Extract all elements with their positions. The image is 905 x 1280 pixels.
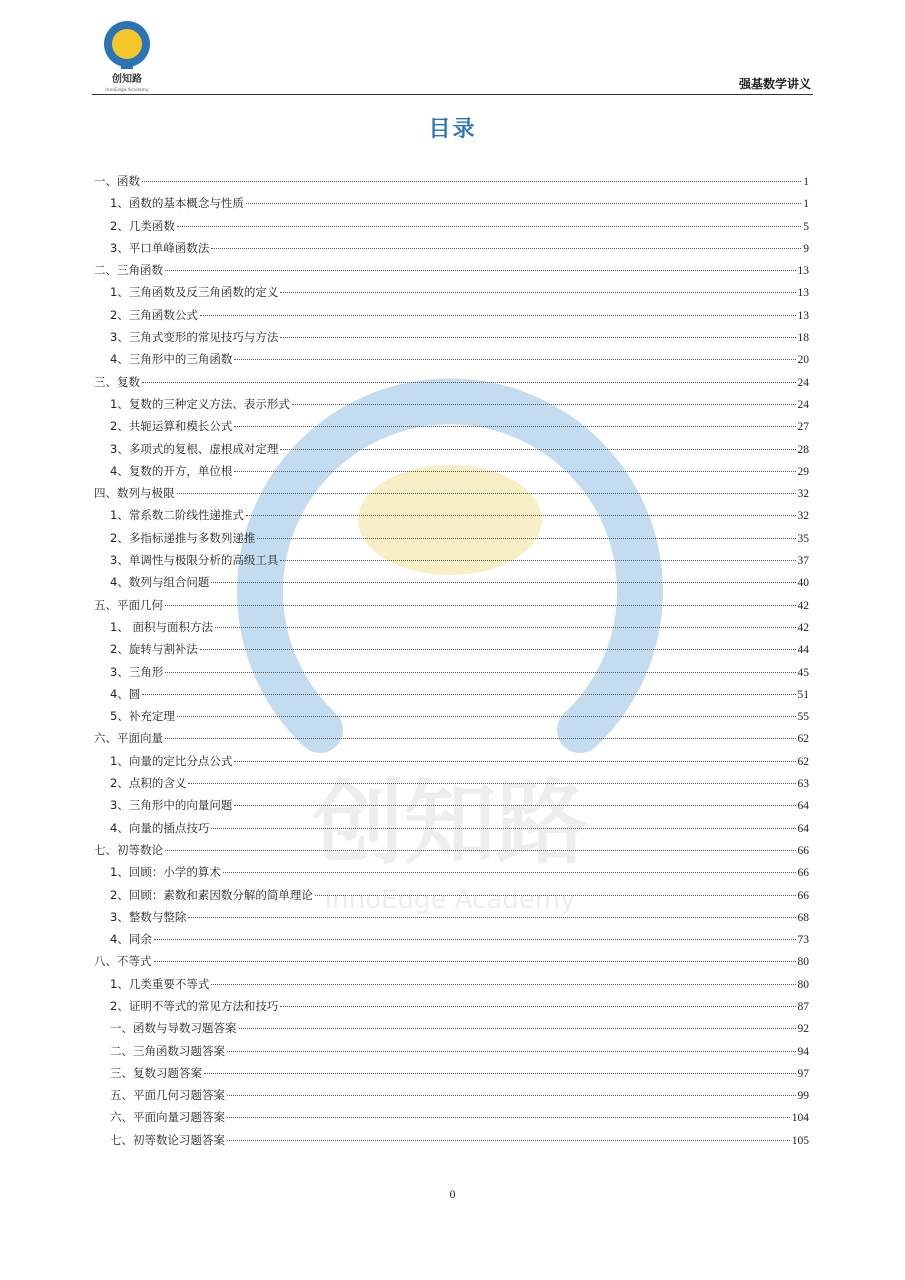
toc-entry-page: 64 xyxy=(797,800,809,813)
toc-entry[interactable] xyxy=(94,594,809,616)
toc-entry-page: 97 xyxy=(797,1067,809,1080)
toc-entry-page: 105 xyxy=(791,1134,809,1147)
toc-title: 目录 xyxy=(428,117,477,142)
toc-entry-label: 1、三角函数及反三角函数的定义 xyxy=(110,285,279,300)
toc-entry-label: 二、三角函数 xyxy=(94,263,163,278)
toc-list xyxy=(94,170,809,1151)
dot-leader xyxy=(227,1117,790,1118)
dot-leader xyxy=(211,828,795,829)
toc-entry-label: 六、平面向量 xyxy=(94,731,163,746)
toc-entry-page: 32 xyxy=(797,488,809,501)
toc-entry-page: 66 xyxy=(797,867,809,880)
toc-entry-page: 42 xyxy=(797,621,809,634)
toc-entry-label: 1、向量的定比分点公式 xyxy=(110,753,233,768)
dot-leader xyxy=(142,181,801,182)
toc-entry-page: 80 xyxy=(797,956,809,969)
toc-entry[interactable] xyxy=(94,1084,809,1106)
dot-leader xyxy=(211,582,795,583)
toc-entry-label: 八、不等式 xyxy=(94,954,152,969)
dot-leader xyxy=(280,1006,795,1007)
toc-entry[interactable] xyxy=(94,460,809,482)
toc-entry-label: 2、三角函数公式 xyxy=(110,307,198,322)
toc-entry[interactable] xyxy=(94,817,809,839)
toc-entry-page: 68 xyxy=(797,911,809,924)
toc-entry-page: 35 xyxy=(797,532,809,545)
logo-bulb-core xyxy=(112,29,142,59)
toc-entry-label: 2、旋转与割补法 xyxy=(110,642,198,657)
toc-entry-label: 七、初等数论习题答案 xyxy=(110,1132,225,1147)
dot-leader xyxy=(280,292,795,293)
toc-entry-label: 3、单调性与极限分析的高级工具 xyxy=(110,553,279,568)
toc-entry[interactable] xyxy=(94,705,809,727)
dot-leader xyxy=(227,1051,796,1052)
toc-entry-label: 3、三角式变形的常见技巧与方法 xyxy=(110,330,279,345)
toc-entry-page: 20 xyxy=(797,354,809,367)
toc-entry-label: 七、初等数论 xyxy=(94,842,163,857)
toc-entry-page: 94 xyxy=(797,1045,809,1058)
toc-entry-page: 40 xyxy=(797,577,809,590)
toc-entry-label: 3、三角形中的向量问题 xyxy=(110,798,233,813)
toc-entry-page: 13 xyxy=(797,265,809,278)
toc-entry[interactable] xyxy=(94,661,809,683)
toc-entry-label: 2、共轭运算和模长公式 xyxy=(110,419,233,434)
toc-entry-page: 44 xyxy=(797,644,809,657)
toc-entry[interactable] xyxy=(94,415,809,437)
dot-leader xyxy=(165,270,796,271)
toc-entry-label: 3、平口单峰函数法 xyxy=(110,240,210,255)
dot-leader xyxy=(204,1073,796,1074)
dot-leader xyxy=(142,694,795,695)
dot-leader xyxy=(280,337,795,338)
toc-entry[interactable] xyxy=(94,304,809,326)
toc-entry-label: 三、复数习题答案 xyxy=(110,1065,202,1080)
toc-entry[interactable] xyxy=(94,1017,809,1039)
dot-leader xyxy=(234,805,795,806)
toc-entry-label: 五、平面几何 xyxy=(94,597,163,612)
toc-entry-page: 62 xyxy=(797,733,809,746)
toc-entry[interactable] xyxy=(94,839,809,861)
toc-entry[interactable] xyxy=(94,906,809,928)
toc-entry-label: 三、复数 xyxy=(94,374,140,389)
toc-entry-page: 73 xyxy=(797,934,809,947)
toc-entry[interactable] xyxy=(94,1040,809,1062)
toc-entry[interactable] xyxy=(94,794,809,816)
toc-entry[interactable] xyxy=(94,727,809,749)
dot-leader xyxy=(246,203,801,204)
toc-entry-label: 4、圆 xyxy=(110,686,141,701)
logo xyxy=(92,18,162,94)
dot-leader xyxy=(315,895,796,896)
toc-entry-label: 2、几类函数 xyxy=(110,218,175,233)
logo-text: 创知路 xyxy=(112,74,142,85)
dot-leader xyxy=(257,538,795,539)
toc-entry[interactable] xyxy=(94,616,809,638)
toc-entry[interactable] xyxy=(94,259,809,281)
toc-entry[interactable] xyxy=(94,527,809,549)
toc-entry-label: 1、 面积与面积方法 xyxy=(110,619,213,634)
toc-entry-label: 1、函数的基本概念与性质 xyxy=(110,196,244,211)
toc-entry-label: 一、函数 xyxy=(94,174,140,188)
dot-leader xyxy=(165,738,796,739)
toc-entry-page: 27 xyxy=(797,421,809,434)
toc-entry-page: 55 xyxy=(797,711,809,724)
toc-entry-label: 4、复数的开方，单位根 xyxy=(110,463,233,478)
dot-leader xyxy=(234,359,795,360)
toc-entry[interactable] xyxy=(94,281,809,303)
dot-leader xyxy=(188,783,795,784)
toc-entry[interactable] xyxy=(94,371,809,393)
dot-leader xyxy=(177,226,801,227)
toc-entry[interactable] xyxy=(94,750,809,772)
toc-entry[interactable] xyxy=(94,237,809,259)
dot-leader xyxy=(188,917,795,918)
toc-entry-label: 3、三角形 xyxy=(110,664,164,679)
toc-entry-label: 1、复数的三种定义方法、表示形式 xyxy=(110,396,290,411)
toc-entry-page: 66 xyxy=(797,844,809,857)
dot-leader xyxy=(234,426,795,427)
toc-entry-page: 37 xyxy=(797,555,809,568)
dot-leader xyxy=(280,449,795,450)
toc-entry[interactable] xyxy=(94,348,809,370)
toc-entry[interactable] xyxy=(94,571,809,593)
toc-entry-page: 51 xyxy=(797,688,809,701)
toc-entry-page: 42 xyxy=(797,599,809,612)
toc-entry[interactable] xyxy=(94,482,809,504)
toc-entry-page: 1 xyxy=(803,198,809,211)
toc-entry[interactable] xyxy=(94,928,809,950)
toc-entry-page: 28 xyxy=(797,443,809,456)
toc-entry-label: 六、平面向量习题答案 xyxy=(110,1110,225,1125)
dot-leader xyxy=(280,560,795,561)
toc-entry-label: 4、向量的插点技巧 xyxy=(110,820,210,835)
dot-leader xyxy=(215,627,796,628)
dot-leader xyxy=(211,984,795,985)
toc-entry[interactable] xyxy=(94,950,809,972)
dot-leader xyxy=(227,1140,790,1141)
toc-entry[interactable] xyxy=(94,393,809,415)
toc-entry-page: 64 xyxy=(797,822,809,835)
toc-entry-label: 3、整数与整除 xyxy=(110,909,187,924)
toc-entry-label: 1、几类重要不等式 xyxy=(110,976,210,991)
dot-leader xyxy=(234,761,795,762)
toc-entry-page: 32 xyxy=(797,510,809,523)
running-title: 强基数学讲义 xyxy=(738,77,811,91)
toc-entry[interactable] xyxy=(94,215,809,237)
toc-entry-page: 18 xyxy=(797,332,809,345)
toc-entry[interactable] xyxy=(94,326,809,348)
dot-leader xyxy=(239,1028,796,1029)
toc-entry-page: 104 xyxy=(791,1112,809,1125)
toc-entry-label: 2、回顾：素数和素因数分解的简单理论 xyxy=(110,887,313,902)
toc-entry[interactable] xyxy=(94,884,809,906)
toc-entry[interactable] xyxy=(94,504,809,526)
toc-entry-label: 一、函数与导数习题答案 xyxy=(110,1021,237,1036)
toc-entry-page: 80 xyxy=(797,978,809,991)
toc-entry-label: 2、证明不等式的常见方法和技巧 xyxy=(110,998,279,1013)
toc-entry-page: 24 xyxy=(797,376,809,389)
toc-entry[interactable] xyxy=(94,1062,809,1084)
toc-entry-label: 2、多指标递推与多数列递推 xyxy=(110,530,256,545)
toc-entry[interactable] xyxy=(94,1106,809,1128)
dot-leader xyxy=(154,961,796,962)
toc-entry[interactable] xyxy=(94,1129,809,1151)
dot-leader xyxy=(200,649,796,650)
toc-entry[interactable] xyxy=(94,192,809,214)
dot-leader xyxy=(177,716,796,717)
dot-leader xyxy=(234,471,795,472)
toc-entry-label: 五、平面几何习题答案 xyxy=(110,1088,225,1103)
toc-entry-page: 66 xyxy=(797,889,809,902)
toc-entry[interactable] xyxy=(94,973,809,995)
dot-leader xyxy=(211,248,801,249)
toc-entry-page: 13 xyxy=(797,287,809,300)
toc-entry-label: 二、三角函数习题答案 xyxy=(110,1043,225,1058)
toc-entry-label: 4、数列与组合问题 xyxy=(110,575,210,590)
toc-entry-page: 87 xyxy=(797,1000,809,1013)
toc-entry[interactable] xyxy=(94,170,809,192)
toc-entry-page: 99 xyxy=(797,1090,809,1103)
toc-entry-label: 4、三角形中的三角函数 xyxy=(110,352,233,367)
dot-leader xyxy=(177,493,796,494)
toc-entry-page: 5 xyxy=(803,220,809,233)
toc-entry-page: 63 xyxy=(797,778,809,791)
toc-entry-label: 1、常系数二阶线性递推式 xyxy=(110,508,244,523)
header-rule xyxy=(92,94,813,95)
toc-entry-page: 92 xyxy=(797,1023,809,1036)
dot-leader xyxy=(200,315,796,316)
dot-leader xyxy=(165,605,796,606)
dot-leader xyxy=(246,515,796,516)
toc-entry[interactable] xyxy=(94,683,809,705)
toc-entry-page: 9 xyxy=(803,242,809,255)
dot-leader xyxy=(165,850,796,851)
toc-entry-label: 2、点积的含义 xyxy=(110,776,187,791)
toc-entry-page: 1 xyxy=(803,176,809,188)
toc-entry-label: 四、数列与极限 xyxy=(94,486,175,501)
toc-entry[interactable] xyxy=(94,549,809,571)
dot-leader xyxy=(223,872,796,873)
toc-entry-label: 1、回顾：小学的算术 xyxy=(110,865,221,880)
dot-leader xyxy=(227,1095,796,1096)
logo-subtext: InnoEdge Academy xyxy=(105,88,149,93)
toc-entry-page: 45 xyxy=(797,666,809,679)
toc-entry-page: 24 xyxy=(797,398,809,411)
toc-entry[interactable] xyxy=(94,638,809,660)
toc-entry[interactable] xyxy=(94,861,809,883)
dot-leader xyxy=(292,404,796,405)
toc-entry[interactable] xyxy=(94,772,809,794)
toc-entry-label: 4、同余 xyxy=(110,932,152,947)
toc-entry-page: 62 xyxy=(797,755,809,768)
toc-entry[interactable] xyxy=(94,438,809,460)
toc-entry[interactable] xyxy=(94,995,809,1017)
toc-entry-page: 29 xyxy=(797,465,809,478)
page-number: 0 xyxy=(449,1187,456,1201)
toc-entry-label: 5、补充定理 xyxy=(110,709,175,724)
toc-entry-label: 3、多项式的复根、虚根成对定理 xyxy=(110,441,279,456)
dot-leader xyxy=(142,382,796,383)
toc-entry-page: 13 xyxy=(797,309,809,322)
dot-leader xyxy=(165,672,795,673)
logo-bulb-base xyxy=(121,59,133,69)
watermark-subtext: InnoEdge Academy xyxy=(324,885,576,915)
dot-leader xyxy=(154,939,796,940)
watermark-text: 创知路 xyxy=(311,770,589,877)
